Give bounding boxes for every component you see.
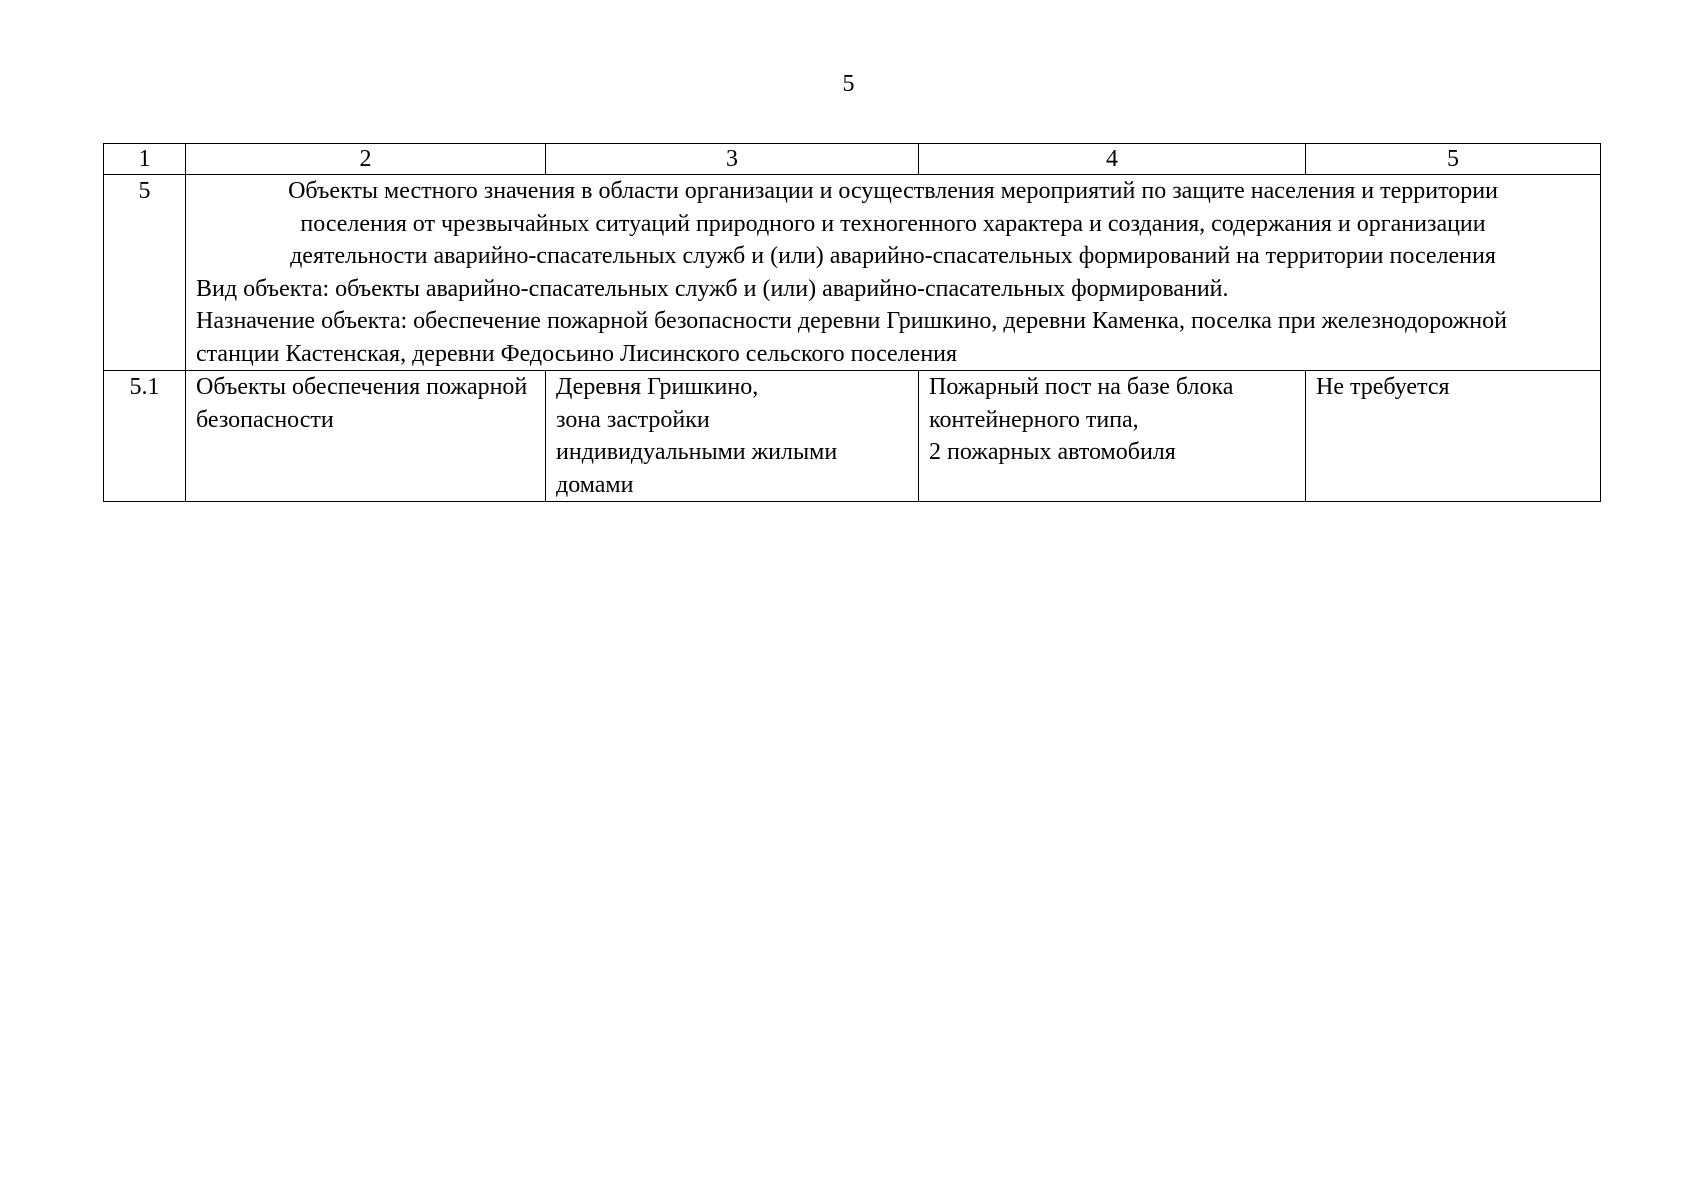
planning-objects-table <box>103 143 1601 502</box>
column-number-5: 5 <box>1306 144 1601 175</box>
object-characteristics-line: Пожарный пост на базе блока <box>929 374 1234 400</box>
column-number-3: 3 <box>546 144 919 175</box>
object-characteristics <box>919 371 1306 502</box>
section-object-type: Вид объекта: объекты аварийно-спасательных служб и (или) аварийно-спасательных формирований. <box>196 275 1229 302</box>
object-location-line: Деревня Гришкино, <box>556 374 759 400</box>
section-row <box>104 175 1601 371</box>
section-description <box>186 175 1601 371</box>
page-number: 5 <box>842 71 855 97</box>
column-number-2: 2 <box>186 144 546 175</box>
table-header-row <box>104 144 1601 175</box>
object-zone: Не требуется <box>1306 371 1601 502</box>
section-number: 5 <box>104 175 186 371</box>
section-object-purpose: Назначение объекта: обеспечение пожарной безопасности деревни Гришкино, деревни Каменка, поселка при железнодорожной станции Кастенская, деревни Федосьино Лисинского сельского поселения <box>196 308 1507 367</box>
object-characteristics-line: 2 пожарных автомобиля <box>929 439 1176 465</box>
table-row <box>104 371 1601 502</box>
section-title: Объекты местного значения в области организации и осуществления мероприятий по защите населения и территории поселения от чрезвычайных ситуаций природного и техногенного характера и создания, содержания и организации деятельности аварийно-спасательных служб и (или) аварийно-спасательных формирований на территории поселения <box>288 178 1498 269</box>
object-location-line: домами <box>556 471 634 498</box>
object-location-line: индивидуальными жилыми <box>556 439 838 465</box>
object-location <box>546 371 919 502</box>
object-location-line: зона застройки <box>556 406 710 433</box>
row-number: 5.1 <box>104 371 186 502</box>
column-number-1: 1 <box>104 144 186 175</box>
object-name: Объекты обеспечения пожарной безопасности <box>186 371 546 502</box>
column-number-4: 4 <box>919 144 1306 175</box>
object-characteristics-line: контейнерного типа, <box>929 406 1139 433</box>
